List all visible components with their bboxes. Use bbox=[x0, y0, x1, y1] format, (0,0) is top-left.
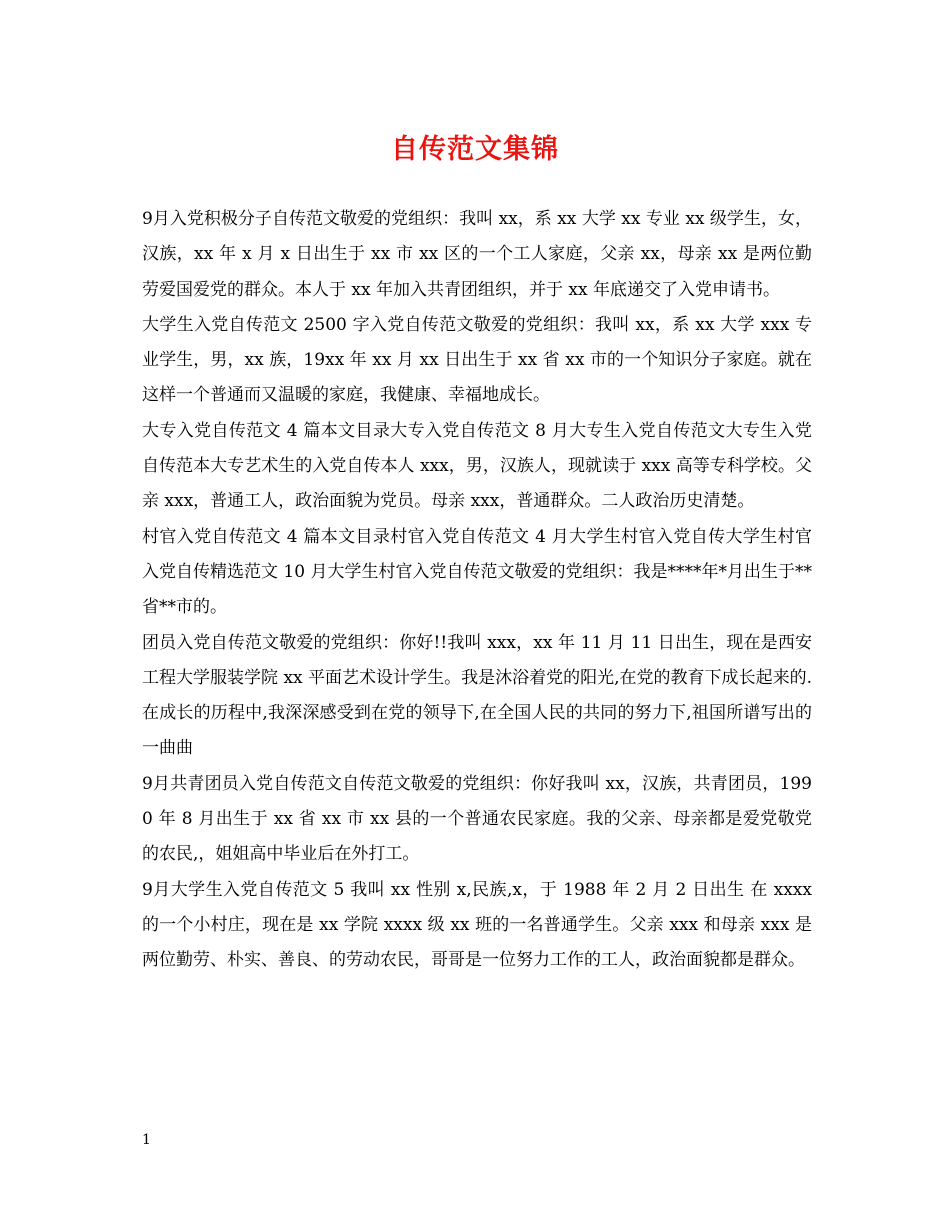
document-body bbox=[142, 202, 812, 979]
document-title: 自传范文集锦 bbox=[391, 134, 559, 165]
paragraph: 9月共青团员入党自传范文自传范文敬爱的党组织：你好我叫 xx，汉族，共青团员，1990 年 8 月出生于 xx 省 xx 市 xx 县的一个普通农民家庭。我的父亲、母亲都是爱党敬党的农民,，姐姐高中毕业后在外打工。 bbox=[142, 773, 812, 865]
page-number: 1 bbox=[142, 1132, 151, 1148]
paragraph: 大专入党自传范文 4 篇本文目录大专入党自传范文 8 月大专生入党自传范文大专生入党自传范本大专艺术生的入党自传本人 xxx，男，汉族人，现就读于 xxx 高等专科学校。父亲 xxx，普通工人，政治面貌为党员。母亲 xxx，普通群众。二人政治历史清楚。 bbox=[142, 420, 812, 512]
paragraph: 9月入党积极分子自传范文敬爱的党组织：我叫 xx，系 xx 大学 xx 专业 xx 级学生，女，汉族，xx 年 x 月 x 日出生于 xx 市 xx 区的一个工人家庭，父亲 xx，母亲 xx 是两位勤劳爱国爱党的群众。本人于 xx 年加入共青团组织，并于 xx 年底递交了入党申请书。 bbox=[142, 209, 812, 300]
paragraph: 9月大学生入党自传范文 5 我叫 xx 性别 x,民族,x，于 1988 年 2 月 2 日出生 在 xxxx 的一个小村庄，现在是 xx 学院 xxxx 级 xx 班的一名普通学生。父亲 xxx 和母亲 xxx 是两位勤劳、朴实、善良、的劳动农民，哥哥是一位努力工作的工人，政治面貌都是群众。 bbox=[142, 879, 812, 971]
paragraph: 团员入党自传范文敬爱的党组织：你好!!我叫 xxx，xx 年 11 月 11 日出生，现在是西安工程大学服装学院 xx 平面艺术设计学生。我是沐浴着党的阳光,在党的教育下成长起来的.在成长的历程中,我深深感受到在党的领导下,在全国人民的共同的努力下,祖国所谱写出的一曲曲 bbox=[142, 632, 812, 759]
paragraph: 大学生入党自传范文 2500 字入党自传范文敬爱的党组织：我叫 xx，系 xx 大学 xxx 专业学生，男，xx 族，19xx 年 xx 月 xx 日出生于 xx 省 xx 市的一个知识分子家庭。就在这样一个普通而又温暖的家庭，我健康、幸福地成长。 bbox=[142, 314, 812, 406]
paragraph: 村官入党自传范文 4 篇本文目录村官入党自传范文 4 月大学生村官入党自传大学生村官入党自传精选范文 10 月大学生村官入党自传范文敬爱的党组织：我是****年*月出生于**省**市的。 bbox=[142, 526, 812, 618]
